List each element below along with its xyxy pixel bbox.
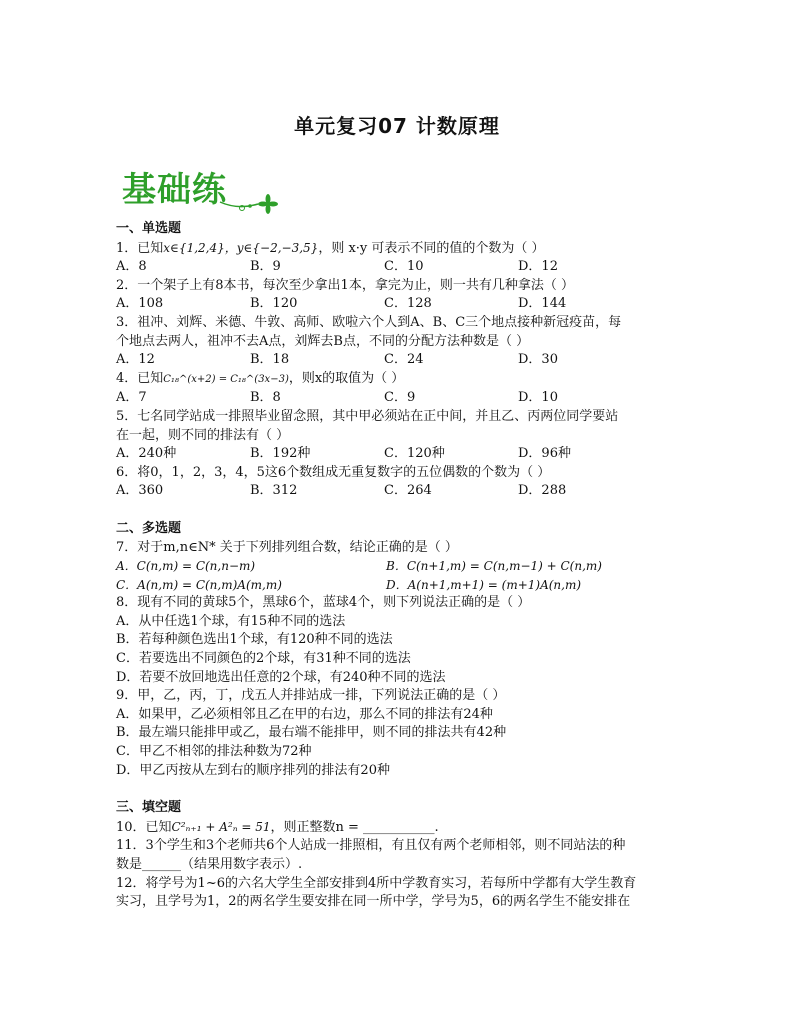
option: A．C(n,m) = C(n,n−m) (116, 559, 256, 574)
option: B．9 (250, 259, 281, 275)
option: C．若要选出不同颜色的2个球，有31种不同的选法 (116, 651, 411, 667)
q2-options (116, 295, 686, 314)
section-heading-single: 一、单选题 (116, 221, 182, 236)
page-title: 单元复习07 计数原理 (294, 114, 500, 138)
section-heading-fill: 三、填空题 (116, 800, 182, 816)
option: D．144 (518, 296, 567, 312)
option: C．120种 (384, 446, 445, 462)
option: B．C(n+1,m) = C(n,m−1) + C(n,m) (386, 559, 602, 574)
question-4: 4．已知C₁₈^(x+2) = C₁₈^(3x−3)，则x的取值为（ ） (116, 370, 405, 386)
option: C．24 (384, 352, 424, 368)
option: D．若要不放回地选出任意的2个球，有240种不同的选法 (116, 669, 446, 685)
option: B．8 (250, 390, 281, 406)
option: D．甲乙丙按从左到右的顺序排列的排法有20种 (116, 762, 390, 778)
option: A．360 (116, 483, 164, 499)
option: B．18 (250, 352, 290, 368)
question-9: 9．甲，乙，丙，丁，戊五人并排站成一排，下列说法正确的是（ ） (116, 688, 506, 704)
q1-math: x∈{1,2,4}，y∈{−2,−3,5} (163, 240, 319, 255)
option: B．若每种颜色选出1个球，有120种不同的选法 (116, 632, 393, 648)
q7-options-row-2 (116, 576, 686, 595)
option: C．10 (384, 259, 424, 275)
option: A．108 (116, 296, 164, 312)
question-12-line-1: 12．将学号为1~6的六名大学生全部安排到4所中学教育实习，若每所中学都有大学生教育 (116, 875, 637, 891)
option: D．A(n+1,m+1) = (m+1)A(n,m) (386, 577, 582, 592)
banner-text: 基础练 (122, 170, 227, 210)
question-11-line-1: 11．3个学生和3个老师共6个人站成一排照相，有且仅有两个老师相邻，则不同站法的种 (116, 838, 626, 854)
option: A．240种 (116, 446, 177, 462)
option: D．10 (518, 390, 558, 406)
q6-options (116, 482, 686, 501)
question-7: 7．对于m,n∈N* 关于下列排列组合数，结论正确的是（ ） (116, 539, 458, 555)
section-banner (118, 160, 288, 216)
question-5-line-1: 5．七名同学站成一排照毕业留念照，其中甲必须站在正中间，并且乙、丙两位同学要站 (116, 408, 619, 424)
question-6: 6．将0，1，2，3，4，5这6个数组成无重复数字的五位偶数的个数为（ ） (116, 464, 551, 480)
question-1: 1．已知x∈{1,2,4}，y∈{−2,−3,5}，则 x·y 可表示不同的值的个数为（ ） (116, 240, 545, 256)
q1-options (116, 258, 686, 277)
option: D．288 (518, 483, 567, 499)
option: A．从中任选1个球，有15种不同的选法 (116, 613, 346, 629)
option: C．甲乙不相邻的排法种数为72种 (116, 744, 312, 760)
question-list (116, 220, 686, 912)
option: C．128 (384, 296, 432, 312)
option: D．12 (518, 259, 558, 275)
question-3-line-1: 3．祖冲、刘辉、米德、牛敦、高师、欧啦六个人到A、B、C三个地点接种新冠疫苗，每 (116, 314, 622, 330)
q10-math: C²ₙ₊₁ + A²ₙ = 51 (171, 819, 271, 834)
section-heading-multiple: 二、多选题 (116, 520, 182, 536)
option: A．7 (116, 390, 147, 406)
option: A．8 (116, 259, 147, 275)
option: A．12 (116, 352, 155, 368)
option: C．9 (384, 390, 416, 406)
q4-math: C₁₈^(x+2) = C₁₈^(3x−3) (163, 373, 289, 385)
question-2: 2．一个架子上有8本书，每次至少拿出1本，拿完为止，则一共有几种拿法（ ） (116, 277, 574, 293)
question-3-line-2: 个地点去两人，祖冲不去A点，刘辉去B点，不同的分配方法种数是（ ） (116, 333, 530, 349)
question-10: 10．已知C²ₙ₊₁ + A²ₙ = 51，则正整数n = ___________. (116, 819, 439, 835)
question-5-line-2: 在一起，则不同的排法有（ ） (116, 427, 290, 443)
option: B．120 (250, 296, 298, 312)
option: A．如果甲，乙必须相邻且乙在甲的右边，那么不同的排法有24种 (116, 706, 493, 722)
option: C．A(n,m) = C(n,m)A(m,m) (116, 577, 282, 592)
q4-options (116, 389, 686, 408)
option: B．192种 (250, 446, 311, 462)
option: B．312 (250, 483, 298, 499)
q7-options-row-1 (116, 557, 686, 576)
option: B．最左端只能排甲或乙，最右端不能排甲，则不同的排法共有42种 (116, 725, 507, 741)
question-12-line-2: 实习，且学号为1，2的两名学生要安排在同一所中学，学号为5，6的两名学生不能安排在 (116, 894, 631, 910)
leaf-decoration-icon (118, 160, 288, 216)
question-8: 8．现有不同的黄球5个，黑球6个，蓝球4个，则下列说法正确的是（ ） (116, 595, 531, 611)
option: D．96种 (518, 446, 571, 462)
option: D．30 (518, 352, 558, 368)
option: C．264 (384, 483, 432, 499)
q5-options (116, 445, 686, 464)
q3-options (116, 351, 686, 370)
question-11-line-2: 数是______（结果用数字表示）. (116, 857, 303, 872)
